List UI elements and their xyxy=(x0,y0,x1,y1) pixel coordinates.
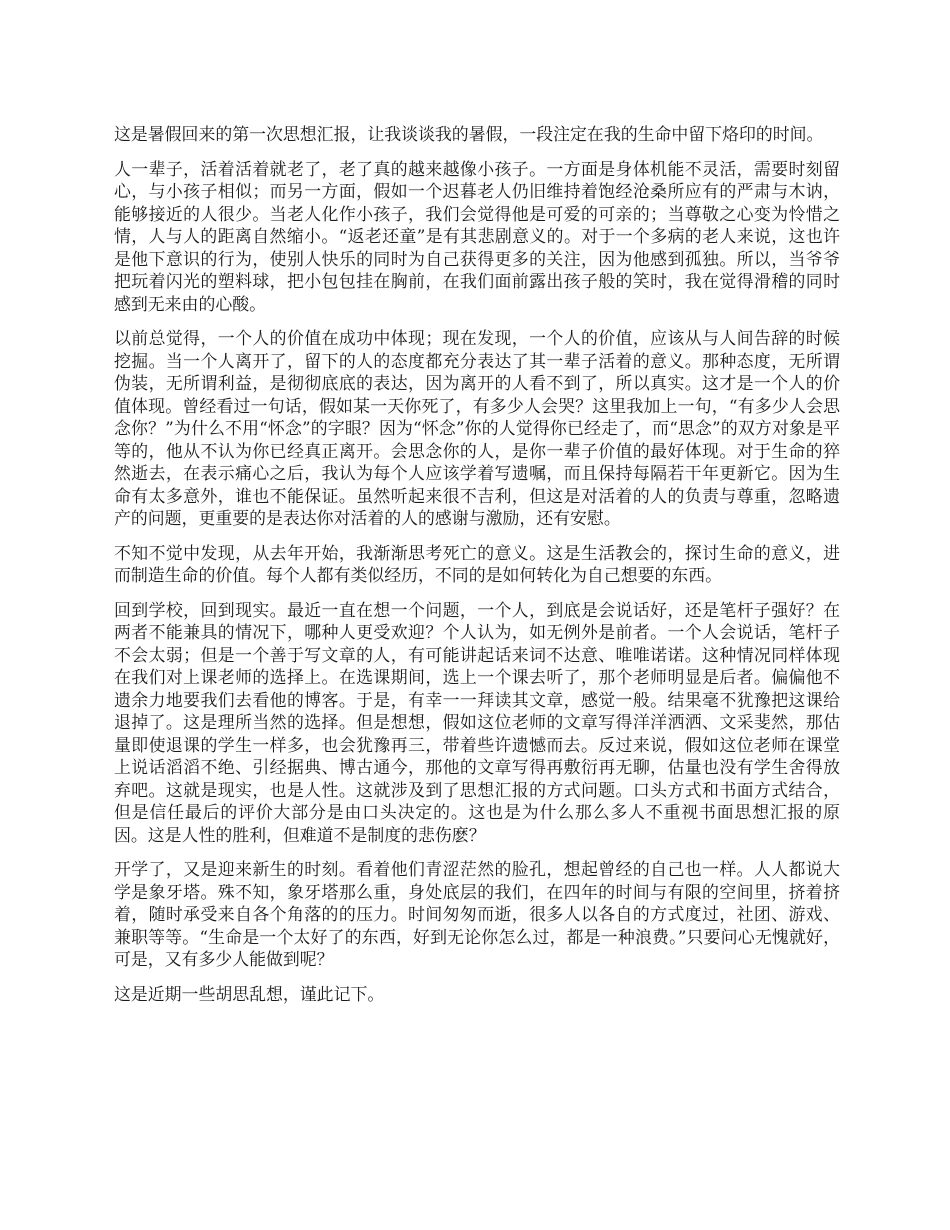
paragraph-intro: 这是暑假回来的第一次思想汇报，让我谈谈我的暑假，一段注定在我的生命中留下烙印的时间。 xyxy=(114,124,824,144)
paragraph-grandfather: 人一辈子，活着活着就老了，老了真的越来越像小孩子。一方面是身体机能不灵活，需要时刻留心，与小孩子相似；而另一方面，假如一个迟暮老人仍旧维持着饱经沧桑所应有的严肃与木讷，能够接近的人很少。当老人化作小孩子，我们会觉得他是可爱的可亲的；当尊敬之心变为怜惜之情，人与人的距离自然缩小。“返老还童”是有其悲剧意义的。对于一个多病的老人来说，这也许是他下意识的行为，使别人快乐的同时为自己获得更多的关注，因为他感到孤独。所以，当爷爷把玩着闪光的塑料球，把小包包挂在胸前，在我们面前露出孩子般的笑时，我在觉得滑稽的同时感到无来由的心酸。 xyxy=(114,158,840,314)
document-body xyxy=(114,123,840,1017)
paragraph-value-of-life: 以前总觉得，一个人的价值在成功中体现；现在发现，一个人的价值，应该从与人间告辞的时候挖掘。当一个人离开了，留下的人的态度都充分表达了其一辈子活着的意义。那种态度，无所谓伪装，无所谓利益，是彻彻底底的表达，因为离开的人看不到了，所以真实。这才是一个人的价值体现。曾经看过一句话，假如某一天你死了，有多少人会哭？这里我加上一句，“有多少人会思念你？”为什么不用“怀念”的字眼？因为“怀念”你的人觉得你已经走了，而“思念”的双方对象是平等的，他从不认为你已经真正离开。会思念你的人，是你一辈子价值的最好体现。对于生命的猝然逝去，在表示痛心之后，我认为每个人应该学着写遗嘱，而且保持每隔若干年更新它。因为生命有太多意外，谁也不能保证。虽然听起来很不吉利，但这是对活着的人的负责与尊重，忽略遗产的问题，更重要的是表达你对活着的人的感谢与激励，还有安慰。 xyxy=(114,328,840,528)
paragraph-closing: 这是近期一些胡思乱想，谨此记下。 xyxy=(114,983,385,1004)
paragraph-school-reality: 回到学校，回到现实。最近一直在想一个问题，一个人，到底是会说话好，还是笔杆子强好？在两者不能兼具的情况下，哪种人更受欢迎？个人认为，如无例外是前者。一个人会说话，笔杆子不会太弱；但是一个善于写文章的人，有可能讲起话来词不达意、唯唯诺诺。这种情况同样体现在我们对上课老师的选择上。在选课期间，选上一个课去听了，那个老师明显是后者。偏偏他不遗余力地要我们去看他的博客。于是，有幸一一拜读其文章，感觉一般。结果毫不犹豫把这课给退掉了。这是理所当然的选择。但是想想，假如这位老师的文章写得洋洋洒洒、文采斐然，那估量即使退课的学生一样多，也会犹豫再三，带着些许遗憾而去。反过来说，假如这位老师在课堂上说话滔滔不绝、引经据典、博古通今，那他的文章写得再敷衍再无聊，估量也没有学生舍得放弃吧。这就是现实，也是人性。这就涉及到了思想汇报的方式问题。口头方式和书面方式结合，但是信任最后的评价大部分是由口头决定的。这也是为什么那么多人不重视书面思想汇报的原因。这是人性的胜利，但难道不是制度的悲伤麽？ xyxy=(114,599,840,845)
paragraph-new-semester: 开学了，又是迎来新生的时刻。看着他们青涩茫然的脸孔，想起曾经的自己也一样。人人都说大学是象牙塔。殊不知，象牙塔那么重，身处底层的我们，在四年的时间与有限的空间里，挤着挤着，随时承受来自各个角落的的压力。时间匆匆而逝，很多人以各自的方式度过，社团、游戏、兼职等等。“生命是一个太好了的东西，好到无论你怎么过，都是一种浪费。”只要问心无愧就好，可是，又有多少人能做到呢？ xyxy=(114,859,840,969)
paragraph-meaning-of-death: 不知不觉中发现，从去年开始，我渐渐思考死亡的意义。这是生活教会的，探讨生命的意义，进而制造生命的价值。每个人都有类似经历，不同的是如何转化为自己想要的东西。 xyxy=(114,542,840,585)
